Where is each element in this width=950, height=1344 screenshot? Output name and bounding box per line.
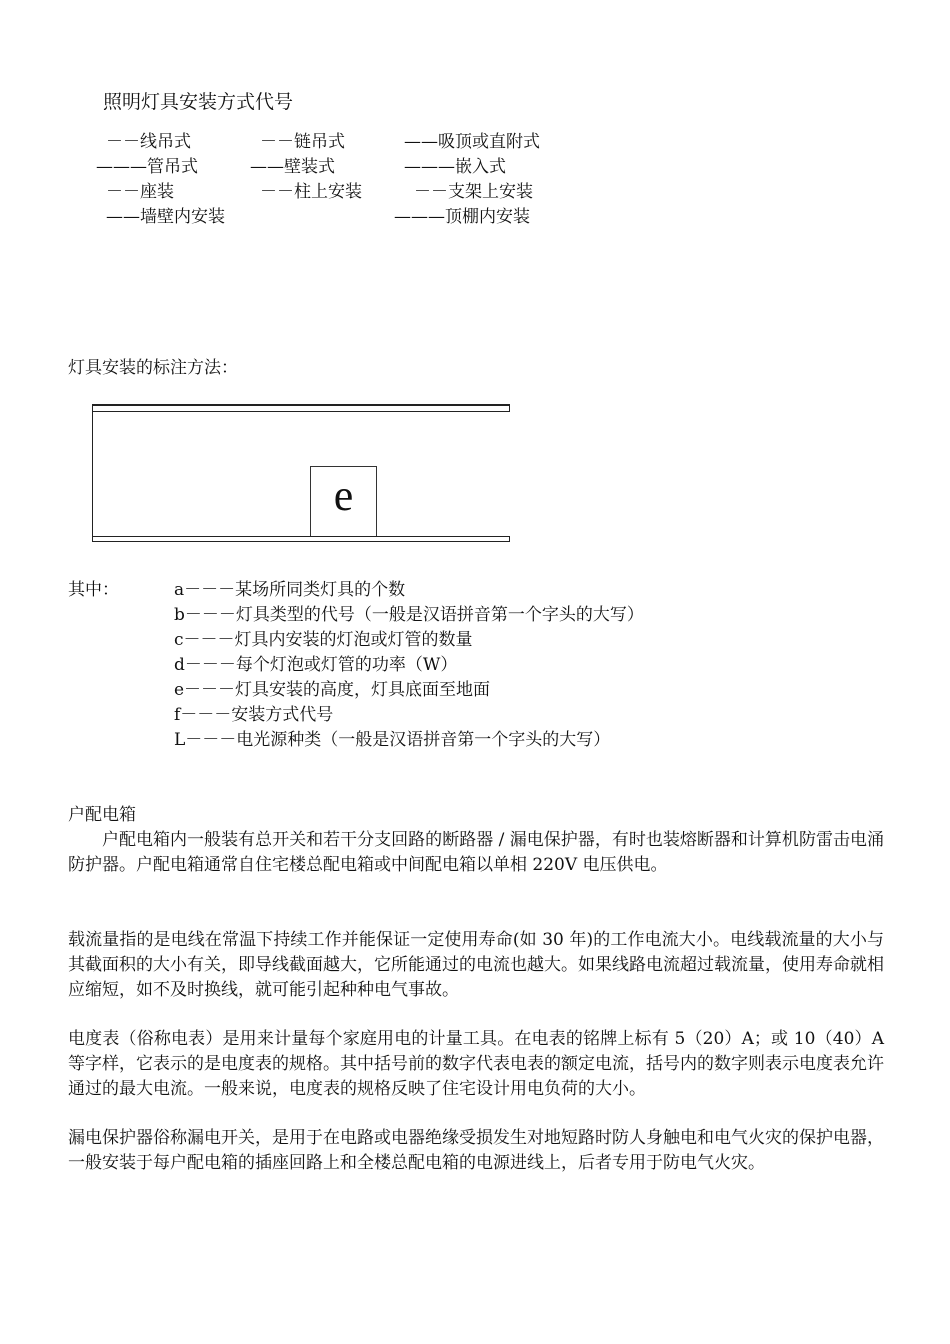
page-title: 照明灯具安装方式代号 xyxy=(103,91,294,113)
code-item: ——壁装式 xyxy=(250,157,335,177)
diagram-height-box: e xyxy=(310,466,377,536)
code-item: －－支架上安装 xyxy=(414,182,533,202)
diagram-right-gap xyxy=(508,412,514,536)
definition-item: a－－－某场所同类灯具的个数 xyxy=(174,580,406,600)
diagram-frame xyxy=(92,404,510,542)
code-item: ———顶棚内安装 xyxy=(394,207,530,227)
where-label: 其中： xyxy=(68,580,119,600)
diagram-bottom-line xyxy=(92,536,510,537)
paragraph: 户配电箱内一般装有总开关和若干分支回路的断路器 / 漏电保护器，有时也装熔断器和计算机防雷击电涌防护器。户配电箱通常自住宅楼总配电箱或中间配电箱以单相 220V 电压供电。 xyxy=(68,830,884,875)
definition-item: d－－－每个灯泡或灯管的功率（W） xyxy=(174,655,458,675)
definition-item: e－－－灯具安装的高度，灯具底面至地面 xyxy=(174,680,491,700)
definition-item: L－－－电光源种类（一般是汉语拼音第一个字头的大写） xyxy=(174,730,611,750)
paragraph: 载流量指的是电线在常温下持续工作并能保证一定使用寿命(如 30 年)的工作电流大小。电线载流量的大小与其截面积的大小有关，即导线截面越大，它所能通过的电流也越大。如果线路电流超过载流量，使用寿命就相应缩短，如不及时换线，就可能引起种种电气事故。 xyxy=(68,930,884,1000)
code-item: ——墙壁内安装 xyxy=(106,207,225,227)
paragraph: 电度表（俗称电表）是用来计量每个家庭用电的计量工具。在电表的铭牌上标有 5（20）A；或 10（40）A 等字样，它表示的是电度表的规格。其中括号前的数字代表电表的额定电流，括号内的数字则表示电度表允许通过的最大电流。一般来说，电度表的规格反映了住宅设计用电负荷的大小。 xyxy=(68,1029,884,1099)
code-item: ———嵌入式 xyxy=(404,157,506,177)
code-item: －－链吊式 xyxy=(260,132,345,152)
code-item: －－线吊式 xyxy=(106,132,191,152)
definition-item: f－－－安装方式代号 xyxy=(174,705,334,725)
definition-item: c－－－灯具内安装的灯泡或灯管的数量 xyxy=(174,630,473,650)
code-item: －－柱上安装 xyxy=(260,182,362,202)
section-heading: 户配电箱 xyxy=(68,805,136,825)
marking-heading: 灯具安装的标注方法： xyxy=(68,358,238,378)
code-item: －－座装 xyxy=(106,182,174,202)
code-item: ——吸顶或直附式 xyxy=(404,132,540,152)
definition-item: b－－－灯具类型的代号（一般是汉语拼音第一个字头的大写） xyxy=(174,605,644,625)
code-item: ———管吊式 xyxy=(96,157,198,177)
paragraph: 漏电保护器俗称漏电开关，是用于在电路或电器绝缘受损发生对地短路时防人身触电和电气火灾的保护电器，一般安装于每户配电箱的插座回路上和全楼总配电箱的电源进线上，后者专用于防电气火灾。 xyxy=(68,1128,884,1173)
diagram-top-line xyxy=(92,411,510,412)
